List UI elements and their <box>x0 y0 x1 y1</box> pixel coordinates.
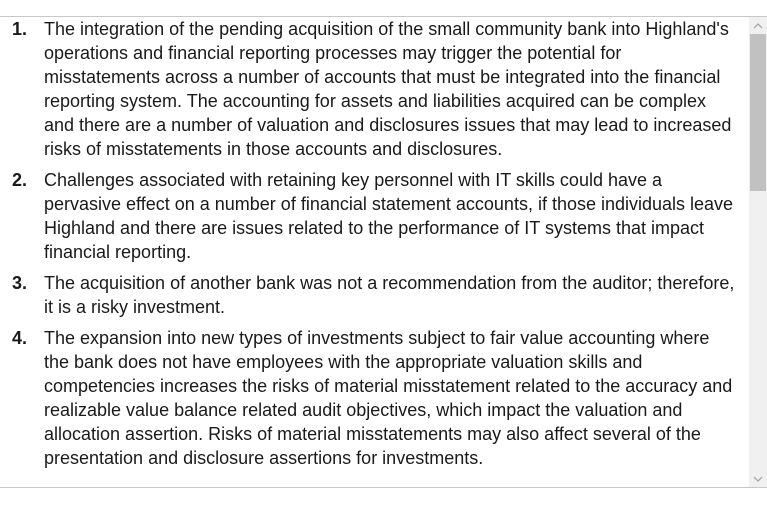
list-item[interactable] <box>0 168 740 264</box>
item-text: Challenges associated with retaining key personnel with IT skills could have a pervasive effect on a number of financial statement accounts, if those individuals leave Highland and there are issues related to the performance of IT systems that impact financial reporting. <box>44 170 734 262</box>
chevron-down-icon[interactable] <box>749 470 767 487</box>
chevron-up-icon[interactable] <box>749 17 767 34</box>
vertical-scrollbar[interactable] <box>749 17 767 487</box>
item-number: 1. <box>12 19 28 39</box>
list-item[interactable] <box>0 326 740 470</box>
scroll-panel <box>0 16 767 488</box>
scrollbar-thumb[interactable] <box>750 34 766 191</box>
list-item[interactable] <box>0 17 740 161</box>
item-text: The expansion into new types of investments subject to fair value accounting where the bank does not have employees with the appropriate valuation skills and competencies increases the risks of material misstatement related to the accuracy and realizable value balance related audit objectives, which impact the valuation and allocation assertion. Risks of material misstatements may also affect several of the presentation and disclosure assertions for investments. <box>44 328 733 468</box>
item-number: 2. <box>12 170 28 190</box>
answer-options-list <box>0 17 740 477</box>
item-text: The integration of the pending acquisition of the small community bank into Highland's operations and financial reporting processes may trigger the potential for misstatements across a number of accounts that must be integrated into the financial reporting system. The accounting for assets and liabilities acquired can be complex and there are a number of valuation and disclosures issues that may lead to increased risks of misstatements in those accounts and disclosures. <box>44 19 732 159</box>
item-number: 3. <box>12 273 28 293</box>
item-number: 4. <box>12 328 28 348</box>
answer-options-content <box>0 17 748 487</box>
item-text: The acquisition of another bank was not a recommendation from the auditor; therefore, it is a risky investment. <box>44 273 735 317</box>
list-item[interactable] <box>0 271 740 319</box>
